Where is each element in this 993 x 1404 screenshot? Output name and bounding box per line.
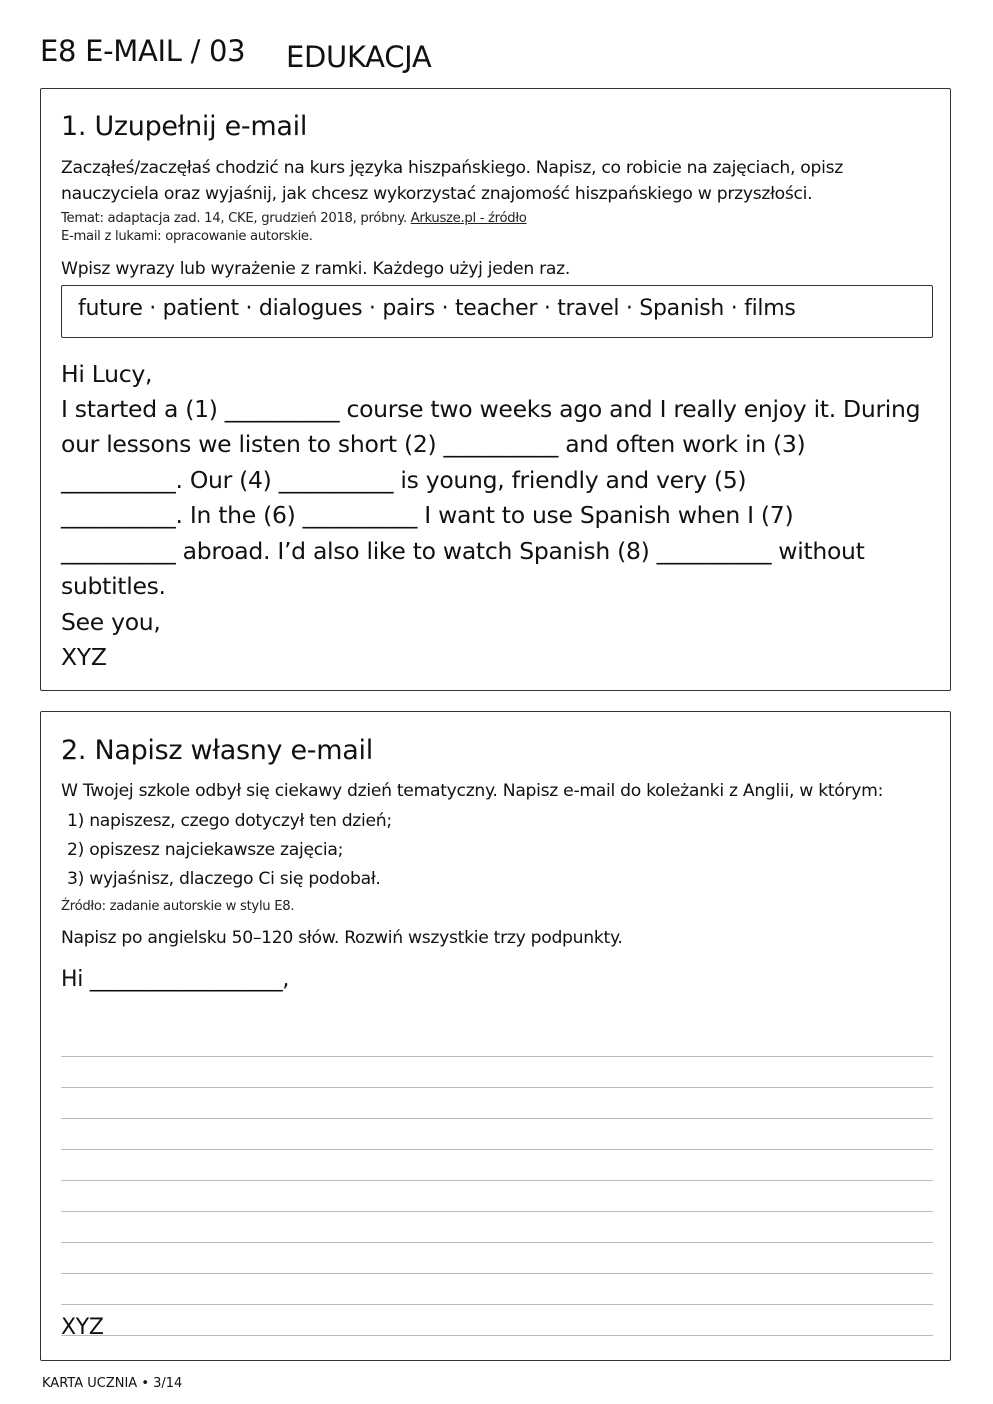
letter-line-7: subtitles.	[61, 572, 166, 600]
task1-title: 1. Uzupełnij e-mail	[61, 111, 308, 142]
page-footer: KARTA UCZNIA • 3/14	[42, 1376, 183, 1391]
letter-line-8: See you,	[61, 608, 161, 636]
task1-source	[61, 210, 527, 228]
letter-line-4: __________. Our (4) __________ is young, friendly and very (5)	[61, 466, 747, 494]
task1-instruction-line1: Zacząłeś/zaczęłaś chodzić na kurs języka hiszpańskiego. Napisz, co robicie na zajęciach, opisz	[61, 158, 843, 178]
task1-source-link[interactable]: Arkusze.pl - źródło	[410, 211, 527, 226]
writing-line[interactable]	[61, 1305, 933, 1336]
task2-point-1: 1) napiszesz, czego dotyczył ten dzień;	[67, 811, 392, 831]
writing-lines[interactable]	[61, 1026, 933, 1336]
letter-line-3: our lessons we listen to short (2) __________ and often work in (3)	[61, 430, 806, 458]
task2-point-2: 2) opiszesz najciekawsze zajęcia;	[67, 840, 344, 860]
task1-source-text: Temat: adaptacja zad. 14, CKE, grudzień 2018, próbny.	[61, 211, 407, 226]
writing-line[interactable]	[61, 1212, 933, 1243]
task1-source-note: E-mail z lukami: opracowanie autorskie.	[61, 229, 313, 244]
task1-word-instruction: Wpisz wyrazy lub wyrażenie z ramki. Każdego użyj jeden raz.	[61, 259, 571, 279]
letter-line-9: XYZ	[61, 643, 107, 671]
task1-box	[40, 88, 951, 691]
writing-line[interactable]	[61, 1150, 933, 1181]
word-box-words: future · patient · dialogues · pairs · teacher · travel · Spanish · films	[78, 296, 796, 321]
writing-line[interactable]	[61, 1181, 933, 1212]
writing-line[interactable]	[61, 1119, 933, 1150]
letter-line-1: Hi Lucy,	[61, 360, 153, 388]
letter-line-5: __________. In the (6) __________ I want to use Spanish when I (7)	[61, 501, 794, 529]
writing-line[interactable]	[61, 1026, 933, 1057]
page-header	[40, 30, 960, 80]
letter-line-6: __________ abroad. I’d also like to watch Spanish (8) __________ without	[61, 537, 865, 565]
task2-word-count: Napisz po angielsku 50–120 słów. Rozwiń wszystkie trzy podpunkty.	[61, 928, 623, 948]
task2-title: 2. Napisz własny e-mail	[61, 735, 373, 766]
letter-line-2: I started a (1) __________ course two weeks ago and I really enjoy it. During	[61, 395, 921, 423]
task1-instruction-line2: nauczyciela oraz wyjaśnij, jak chcesz wykorzystać znajomość hiszpańskiego w przyszłości.	[61, 184, 813, 204]
writing-line[interactable]	[61, 1057, 933, 1088]
task2-source: Źródło: zadanie autorskie w stylu E8.	[61, 899, 295, 914]
task2-signature: XYZ	[61, 1315, 104, 1340]
worksheet-topic: EDUKACJA	[286, 40, 432, 74]
word-box	[61, 285, 933, 338]
task2-greeting: Hi __________________,	[61, 967, 290, 992]
task2-instruction: W Twojej szkole odbył się ciekawy dzień tematyczny. Napisz e-mail do koleżanki z Anglii, w którym:	[61, 781, 884, 801]
writing-line[interactable]	[61, 1088, 933, 1119]
writing-line[interactable]	[61, 1274, 933, 1305]
task2-point-3: 3) wyjaśnisz, dlaczego Ci się podobał.	[67, 869, 381, 889]
worksheet-code: E8 E-MAIL / 03	[40, 34, 246, 68]
writing-line[interactable]	[61, 1243, 933, 1274]
task2-box	[40, 711, 951, 1361]
